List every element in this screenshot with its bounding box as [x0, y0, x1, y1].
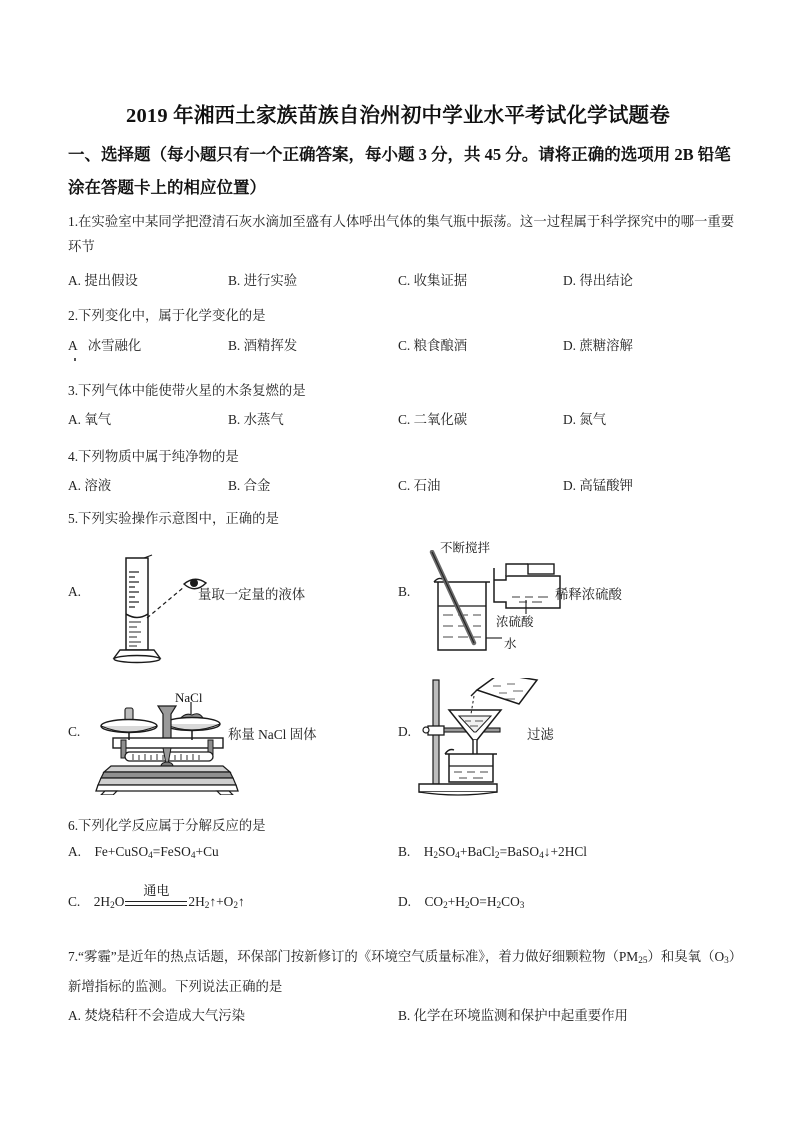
- question-2-option-b[interactable]: [228, 335, 297, 357]
- annotation-water-label: 水: [504, 637, 517, 651]
- question-5-option-c-label[interactable]: C.: [68, 724, 81, 739]
- option-text: 化学在环境监测和保护中起重要作用: [413, 1008, 628, 1023]
- balance-scale-diagram: [95, 700, 245, 795]
- option-text: 冰雪融化: [87, 338, 142, 353]
- option-label: A.: [68, 273, 82, 288]
- option-label: B.: [398, 844, 411, 859]
- question-5-option-d-label[interactable]: D.: [398, 724, 412, 739]
- option-text: 收集证据: [413, 273, 468, 288]
- option-text: 水蒸气: [243, 412, 284, 427]
- question-3-option-b[interactable]: [228, 409, 284, 431]
- option-label: D.: [563, 412, 577, 427]
- question-3-option-d[interactable]: [563, 409, 606, 431]
- question-5-stem: 5.下列实验操作示意图中，正确的是: [68, 511, 279, 526]
- question-2-option-a[interactable]: [68, 335, 141, 357]
- option-label: B.: [228, 412, 241, 427]
- question-5-option-a-caption: 量取一定量的液体: [198, 587, 306, 602]
- page-title: 2019 年湘西土家族苗族自治州初中学业水平考试化学试题卷: [126, 105, 670, 127]
- option-label: D.: [563, 338, 577, 353]
- option-text: 石油: [413, 478, 441, 493]
- option-label: C.: [398, 478, 411, 493]
- question-5-option-b-label[interactable]: B.: [398, 584, 411, 599]
- question-3-stem: 3.下列气体中能使带火星的木条复燃的是: [68, 383, 306, 398]
- option-text: 溶液: [84, 478, 112, 493]
- question-3-option-c[interactable]: [398, 409, 467, 431]
- option-formula-right: $2H_2↑+O_2↑$: [188, 894, 245, 911]
- option-text: 酒精挥发: [243, 338, 298, 353]
- option-text: 粮食酿酒: [413, 338, 468, 353]
- question-6-option-b[interactable]: [398, 844, 587, 861]
- option-label: A.: [68, 478, 82, 493]
- option-text: 提出假设: [84, 273, 138, 288]
- section-heading: 一、选择题（每小题只有一个正确答案，每小题 3 分，共 45 分。请将正确的选项用 2B 铅笔涂在答题卡上的相应位置）: [68, 145, 731, 197]
- option-formula: $CO_2+H_2O=H_2CO_3$: [424, 894, 525, 911]
- electrolysis-arrow: [125, 882, 187, 909]
- question-2-option-d[interactable]: [563, 335, 633, 357]
- option-label: B.: [228, 478, 241, 493]
- question-5-option-b-caption: 稀释浓硫酸: [555, 587, 622, 602]
- question-5-option-c-caption: 称量 NaCl 固体: [228, 727, 317, 742]
- option-text: 蔗糖溶解: [579, 338, 633, 353]
- option-formula: Fe+CuSO$_4$=FeSO$_4$+Cu: [94, 844, 219, 861]
- option-label: A: [68, 338, 78, 353]
- option-label: A.: [68, 412, 82, 427]
- question-1-stem: 1.在实验室中某同学把澄清石灰水滴加至盛有人体呼出气体的集气瓶中振荡。这一过程属于科学探究中的哪一重要环节: [68, 214, 735, 254]
- question-4-stem: 4.下列物质中属于纯净物的是: [68, 449, 239, 464]
- question-5-option-a-label[interactable]: A.: [68, 584, 82, 599]
- question-4-option-c[interactable]: [398, 475, 440, 497]
- option-formula-left: $2H_2O$: [93, 894, 125, 911]
- graduated-cylinder-diagram: [100, 552, 230, 670]
- option-label: B.: [228, 273, 241, 288]
- question-5-option-d-caption: 过滤: [527, 727, 554, 742]
- question-2-option-c[interactable]: [398, 335, 467, 357]
- question-4-option-d[interactable]: [563, 475, 633, 497]
- option-text: 进行实验: [243, 273, 298, 288]
- question-7-option-b[interactable]: [398, 1005, 628, 1027]
- option-text: 焚烧秸秆不会造成大气污染: [84, 1008, 246, 1023]
- option-label: A.: [68, 844, 82, 859]
- question-1-option-a[interactable]: [68, 270, 138, 292]
- question-7-stem: 7.“雾霾”是近年的热点话题，环保部门按新修订的《环境空气质量标准》，着力做好细颗粒物$(PM_{25})$和臭氧$(O_3)$新增指标的监测。下列说法正确的是: [68, 949, 736, 994]
- question-6-option-c[interactable]: [68, 882, 245, 911]
- option-text: 氧气: [84, 412, 112, 427]
- option-text: 合金: [243, 478, 271, 493]
- stray-ink-mark: [74, 358, 76, 361]
- option-text: 二氧化碳: [413, 412, 468, 427]
- dilute-sulfuric-acid-diagram: [420, 550, 580, 660]
- annotation-stir-label: 不断搅拌: [440, 541, 491, 555]
- question-1-option-c[interactable]: [398, 270, 467, 292]
- option-text: 得出结论: [579, 273, 633, 288]
- option-label: C.: [68, 894, 81, 909]
- annotation-nacl-label: NaCl: [175, 690, 203, 705]
- option-label: A.: [68, 1008, 82, 1023]
- option-label: C.: [398, 338, 411, 353]
- question-1-option-b[interactable]: [228, 270, 297, 292]
- question-6-stem: 6.下列化学反应属于分解反应的是: [68, 818, 266, 833]
- option-label: C.: [398, 273, 411, 288]
- question-4-option-b[interactable]: [228, 475, 270, 497]
- question-6-option-d[interactable]: [398, 894, 524, 911]
- reaction-condition-label: 通电: [143, 882, 170, 898]
- question-4-option-a[interactable]: [68, 475, 111, 497]
- option-text: 高锰酸钾: [579, 478, 633, 493]
- option-label: D.: [563, 273, 577, 288]
- option-label: D.: [563, 478, 577, 493]
- option-label: B.: [398, 1008, 411, 1023]
- question-7-option-a[interactable]: [68, 1005, 245, 1027]
- question-3-option-a[interactable]: [68, 409, 111, 431]
- option-label: B.: [228, 338, 241, 353]
- filtration-diagram: [415, 678, 545, 798]
- question-1-option-d[interactable]: [563, 270, 633, 292]
- question-2-stem: 2.下列变化中，属于化学变化的是: [68, 308, 266, 323]
- option-label: D.: [398, 894, 412, 909]
- question-6-option-a[interactable]: [68, 844, 219, 861]
- option-text: 氮气: [579, 412, 607, 427]
- annotation-acid-label: 浓硫酸: [496, 615, 534, 629]
- option-label: C.: [398, 412, 411, 427]
- option-formula: $H_2SO_4+BaCl_2=BaSO_4↓+2HCl$: [423, 844, 588, 861]
